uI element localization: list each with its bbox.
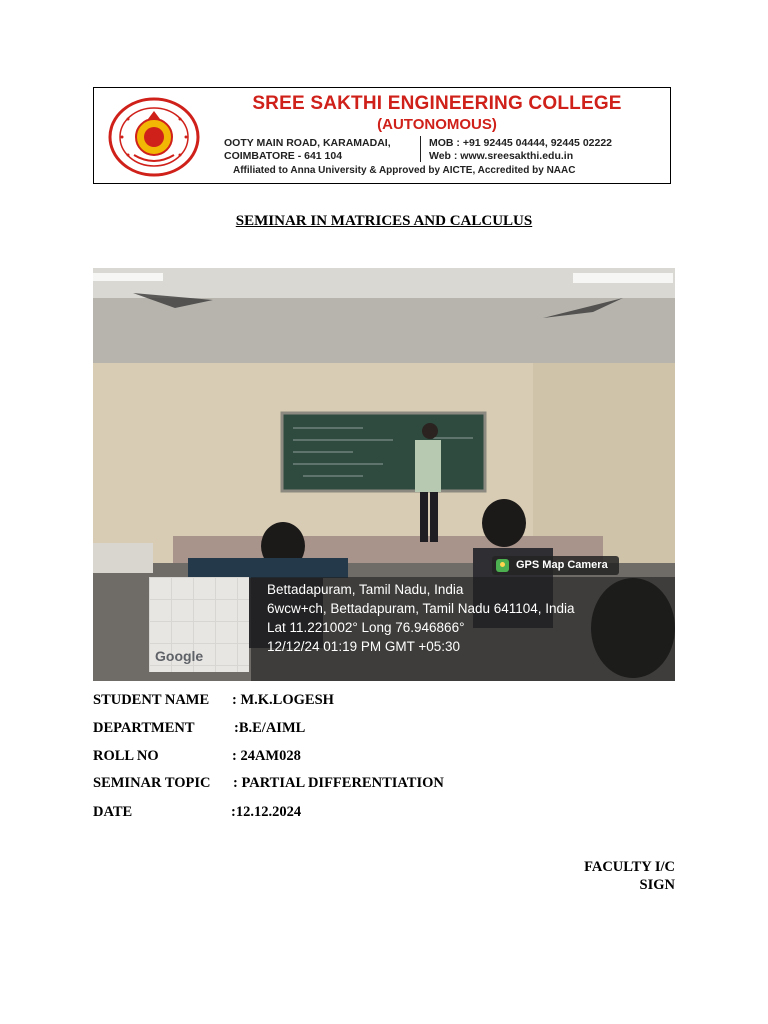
location-line-2: 6wcw+ch, Bettadapuram, Tamil Nadu 641104, India — [267, 601, 575, 616]
address-line-1: OOTY MAIN ROAD, KARAMADAI, — [224, 137, 391, 149]
college-status: (AUTONOMOUS) — [377, 116, 497, 133]
coordinates: Lat 11.221002° Long 76.946866° — [267, 620, 465, 635]
location-line-1: Bettadapuram, Tamil Nadu, India — [267, 582, 464, 597]
seminar-photo — [93, 268, 675, 681]
google-logo: Google — [155, 648, 204, 664]
college-header-banner — [93, 87, 671, 184]
website: Web : www.sreesakthi.edu.in — [429, 150, 574, 162]
faculty-signature-block — [584, 858, 675, 894]
field-value: : PARTIAL DIFFERENTIATION — [233, 775, 444, 791]
faculty-label: FACULTY I/C — [584, 859, 675, 875]
document-title: SEMINAR IN MATRICES AND CALCULUS — [235, 213, 533, 229]
college-address — [224, 137, 391, 163]
gps-app-name: GPS Map Camera — [516, 559, 608, 571]
field-label: DATE — [93, 804, 133, 820]
field-label: DEPARTMENT — [93, 720, 195, 736]
field-value: : 24AM028 — [232, 748, 301, 764]
gps-camera-icon — [496, 559, 509, 572]
field-label: SEMINAR TOPIC — [93, 775, 211, 791]
gps-camera-tag — [492, 556, 619, 575]
field-label: ROLL NO — [93, 748, 159, 764]
mobile-numbers: MOB : +91 92445 04444, 92445 02222 — [429, 137, 613, 149]
header-divider — [420, 136, 421, 162]
college-name: SREE SAKTHI ENGINEERING COLLEGE — [252, 93, 622, 114]
college-seal-logo — [108, 97, 200, 177]
field-value: :B.E/AIML — [234, 720, 306, 736]
field-label: STUDENT NAME — [93, 692, 210, 708]
sign-label: SIGN — [639, 877, 675, 893]
gps-info-text — [267, 580, 575, 656]
address-line-2: COIMBATORE - 641 104 — [224, 150, 343, 162]
college-contact — [429, 137, 612, 163]
field-value: :12.12.2024 — [231, 804, 302, 820]
photo-timestamp: 12/12/24 01:19 PM GMT +05:30 — [267, 639, 461, 654]
field-value: : M.K.LOGESH — [232, 692, 334, 708]
affiliation-text: Affiliated to Anna University & Approved by AICTE, Accredited by NAAC — [233, 165, 576, 176]
